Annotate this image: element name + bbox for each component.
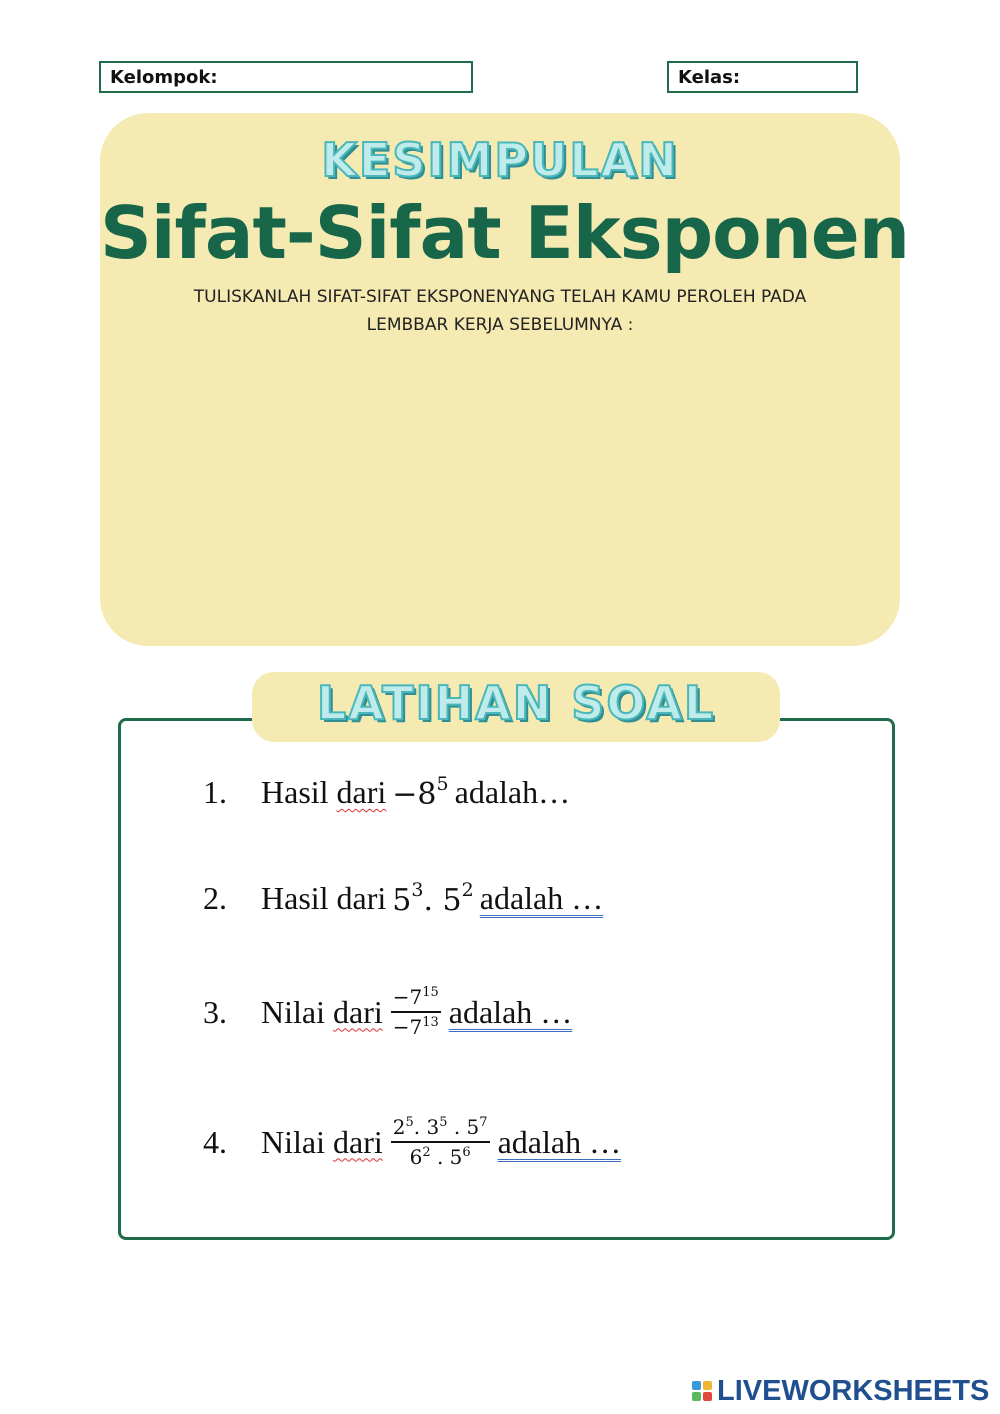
question-4 [203,1115,621,1169]
fraction-numerator: $2^5$. $3^5$ . $5^7$ [391,1115,490,1143]
fraction-numerator: $-7^{15}$ [391,985,441,1013]
kelas-field[interactable] [667,61,858,93]
question-3 [203,985,572,1039]
kelompok-label: Kelompok: [110,67,218,88]
fraction-denominator: $-7^{13}$ [392,1015,439,1039]
instruction-line-1: TULISKANLAH SIFAT-SIFAT EKSPONENYANG TELAH KAMU PEROLEH PADA [193,287,807,307]
question-math: $5^3$. $5^2$ [392,879,474,918]
liveworksheets-icon [692,1381,712,1401]
question-lead: Nilai [261,1123,325,1160]
question-math: $-8^5$ [392,773,449,812]
question-2 [203,879,603,918]
kelompok-input[interactable] [230,65,451,91]
conclusion-heading: KESIMPULAN [321,133,679,187]
kelas-input[interactable] [752,65,836,91]
question-lead: Nilai [261,993,325,1030]
question-tail: adalah … [479,880,604,916]
question-fraction [391,985,441,1039]
question-number: 4. [203,1123,227,1160]
instruction-text [150,283,850,339]
brand-name: LIVEWORKSHEETS [717,1374,990,1407]
conclusion-answer-area[interactable] [160,353,840,613]
question-word: dari [336,774,387,810]
question-tail: adalah … [448,993,573,1030]
question-number: 1. [203,774,227,810]
question-number: 2. [203,880,227,916]
exercise-heading: LATIHAN SOAL [316,676,716,730]
question-lead: Hasil [261,774,329,810]
question-lead: Hasil dari [261,880,387,916]
liveworksheets-logo [692,1374,989,1408]
question-word: dari [332,1123,383,1160]
question-fraction [391,1115,490,1169]
conclusion-panel [100,113,909,646]
instruction-line-2: LEMBBAR KERJA SEBELUMNYA : [366,315,634,335]
question-number: 3. [203,993,227,1030]
question-tail: adalah… [454,774,571,810]
question-1 [203,773,570,812]
exercise-heading-tab [252,672,780,742]
question-tail: adalah … [497,1123,622,1160]
exercise-box [118,718,895,1240]
question-word: dari [332,993,383,1030]
kelas-label: Kelas: [678,67,741,88]
kelompok-field[interactable] [99,61,473,93]
fraction-denominator: $6^2$ . $5^6$ [409,1145,471,1169]
page-title: Sifat-Sifat Eksponen [100,191,909,275]
